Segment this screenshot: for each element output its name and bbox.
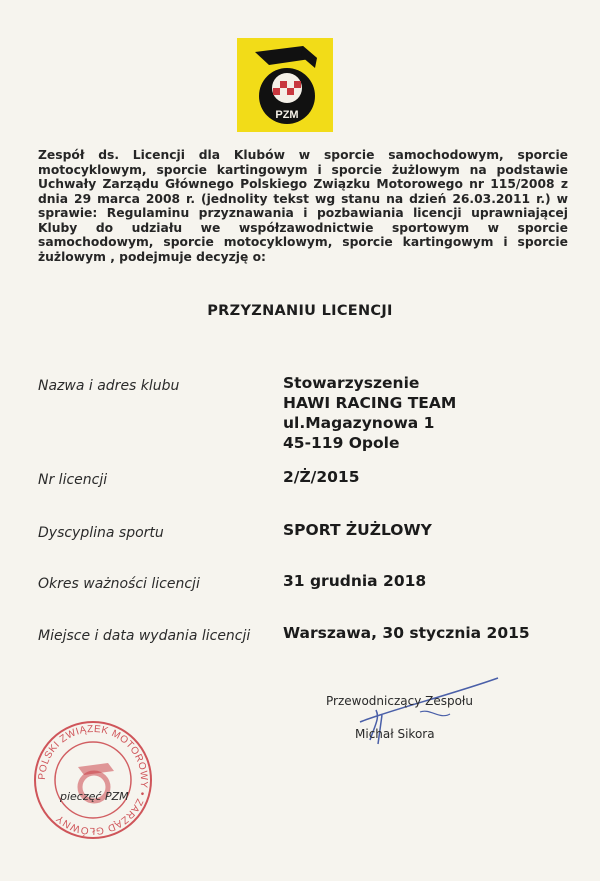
pzm-stamp xyxy=(28,715,158,845)
pzm-logo xyxy=(237,38,333,132)
discipline-label: Dyscyplina sportu xyxy=(38,525,164,541)
club-line: ul.Magazynowa 1 xyxy=(283,414,435,432)
chairman-title: Przewodniczący Zespołu xyxy=(326,694,473,708)
club-line: HAWI RACING TEAM xyxy=(283,394,457,412)
license-number-value: 2/Ż/2015 xyxy=(283,468,360,486)
decision-heading: PRZYZNANIU LICENCJI xyxy=(207,303,393,319)
issue-label: Miejsce i data wydania licencji xyxy=(38,628,251,644)
license-number-label: Nr licencji xyxy=(38,472,108,488)
club-label: Nazwa i adres klubu xyxy=(38,378,180,394)
stamp-caption: pieczęć PZM xyxy=(60,790,129,803)
svg-text:POLSKI ZWIĄZEK MOTOROWY • ZARZ xyxy=(37,724,149,838)
club-value xyxy=(283,373,456,453)
chairman-name: Michał Sikora xyxy=(355,727,435,741)
validity-value: 31 grudnia 2018 xyxy=(283,572,427,590)
validity-label: Okres ważności licencji xyxy=(38,576,200,592)
discipline-value: SPORT ŻUŻLOWY xyxy=(283,521,432,539)
club-line: Stowarzyszenie xyxy=(283,374,420,392)
logo-text: PZM xyxy=(275,109,299,121)
club-line: 45-119 Opole xyxy=(283,434,400,452)
intro-paragraph: Zespół ds. Licencji dla Klubów w sporcie samochodowym, sporcie motocyklowym, sporcie kartingowym i sporcie żużlowym na podstawie Uchwały Zarządu Głównego Polskiego Związku Motorowego nr 115/2008 z dnia 29 marca 2008 r. (jednolity tekst wg stanu na dzień 26.03.2011 r.) w sprawie: Regulaminu przyznawania i pozbawiania licencji uprawniającej Kluby do udziału we współzawodnictwie sportowym w sporcie samochodowym, sporcie motocyklowym, sporcie kartingowym i sporcie żużlowym , podejmuje decyzję o: xyxy=(38,148,568,264)
issue-value: Warszawa, 30 stycznia 2015 xyxy=(283,624,530,642)
stamp-ring-text: POLSKI ZWIĄZEK MOTOROWY • ZARZĄD GŁÓWNY xyxy=(36,723,150,837)
pzm-logo-icon xyxy=(237,38,333,132)
